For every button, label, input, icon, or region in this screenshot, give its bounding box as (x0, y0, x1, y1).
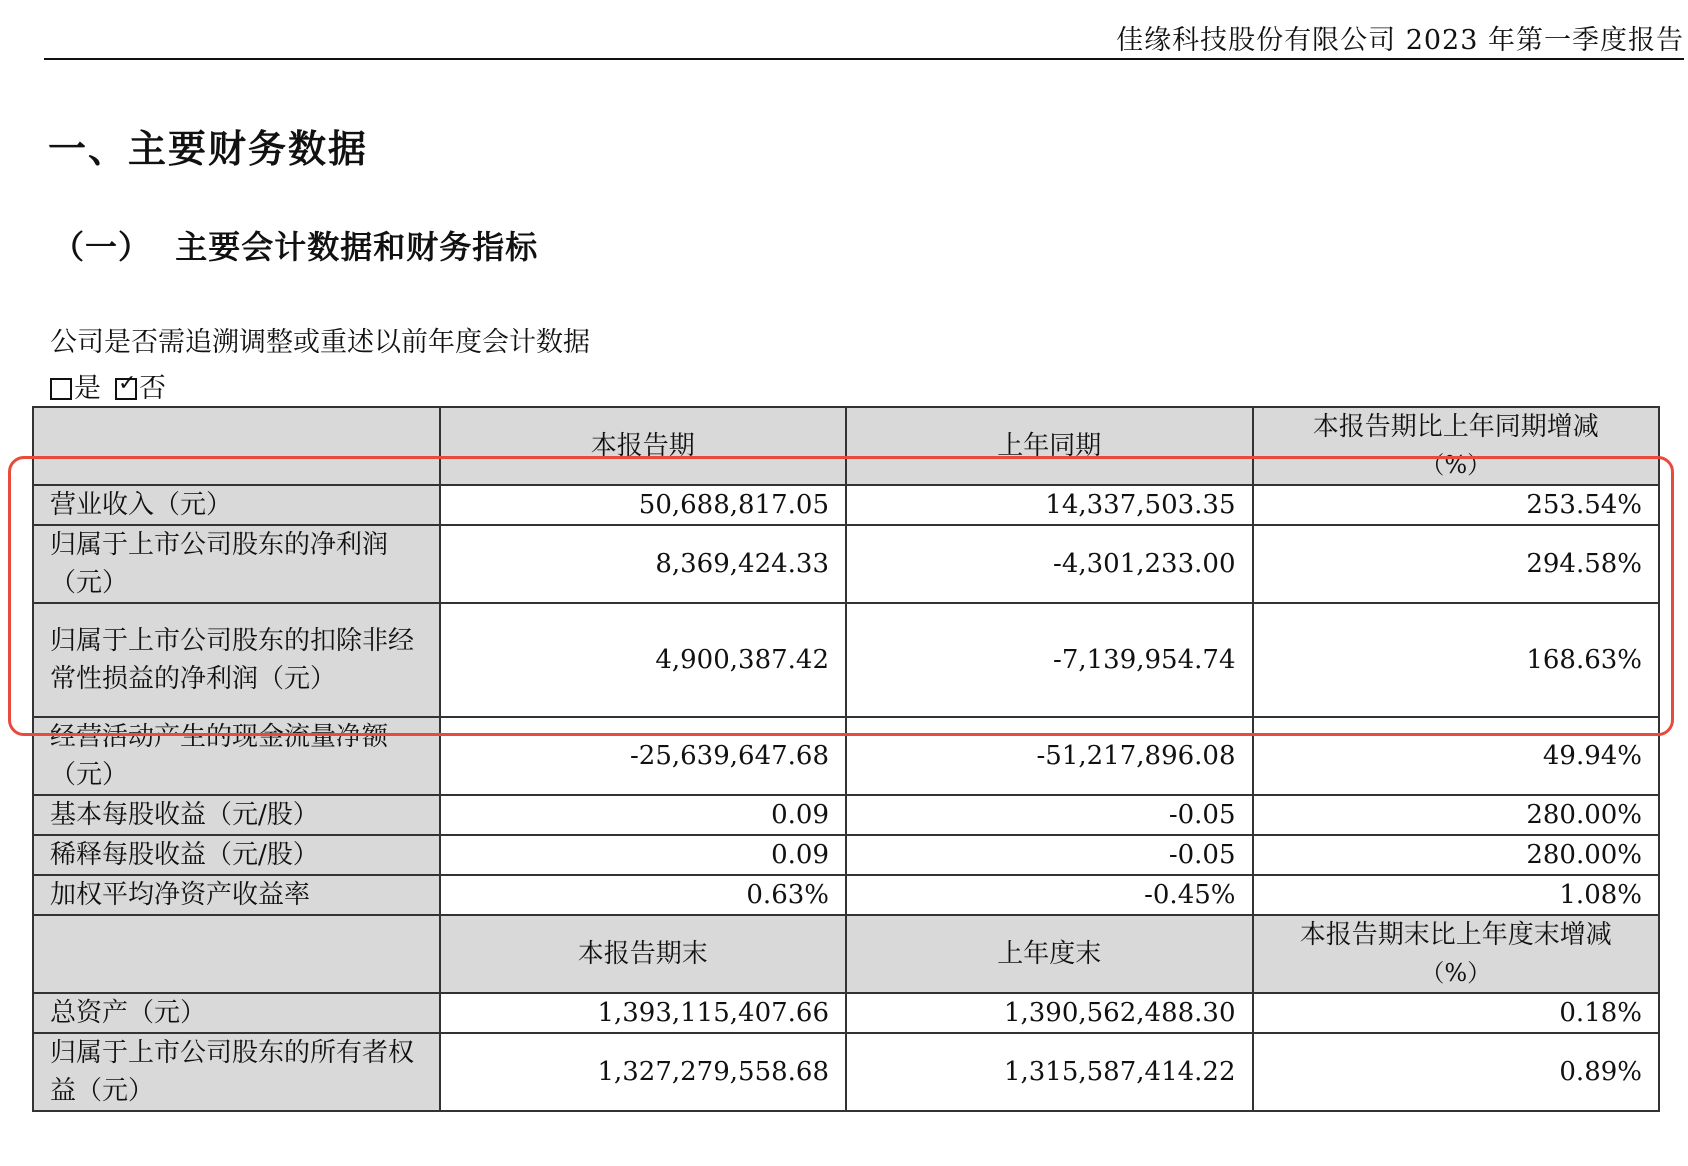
row-label: 稀释每股收益（元/股） (33, 835, 440, 875)
header-change-label: 本报告期比上年同期增减 (1312, 412, 1599, 442)
table-row (33, 993, 1659, 1033)
value-current: 0.63% (440, 875, 847, 915)
checkbox-checked-icon[interactable] (115, 378, 137, 400)
header-change-label: 本报告期末比上年度末增减 (1299, 920, 1612, 950)
value-current: 0.09 (440, 835, 847, 875)
header-period-end: 本报告期末 (440, 915, 847, 993)
value-change: 253.54% (1253, 485, 1660, 525)
option-no[interactable] (115, 366, 166, 405)
header-corner-cell (33, 407, 440, 485)
header-prior-period: 上年同期 (846, 407, 1253, 485)
header-prior-year-end: 上年度末 (846, 915, 1253, 993)
checkbox-unchecked-icon[interactable] (50, 378, 72, 400)
option-yes[interactable] (50, 366, 101, 405)
header-corner-cell (33, 915, 440, 993)
value-prior: -0.05 (846, 835, 1253, 875)
value-change: 49.94% (1253, 717, 1660, 795)
row-label: 营业收入（元） (33, 485, 440, 525)
row-label: 经营活动产生的现金流量净额（元） (33, 717, 440, 795)
table-row (33, 485, 1659, 525)
table-row (33, 795, 1659, 835)
value-current: 50,688,817.05 (440, 485, 847, 525)
value-change: 168.63% (1253, 603, 1660, 717)
page-header (44, 16, 1684, 60)
value-change: 294.58% (1253, 525, 1660, 603)
value-change: 0.89% (1253, 1033, 1660, 1111)
table-row (33, 1033, 1659, 1111)
value-current: -25,639,647.68 (440, 717, 847, 795)
value-change: 280.00% (1253, 795, 1660, 835)
table-row (33, 875, 1659, 915)
value-current: 0.09 (440, 795, 847, 835)
value-change: 1.08% (1253, 875, 1660, 915)
value-prior: 1,390,562,488.30 (846, 993, 1253, 1033)
value-prior: -0.45% (846, 875, 1253, 915)
value-prior: -0.05 (846, 795, 1253, 835)
header-change-unit: （%） (1420, 451, 1492, 479)
row-label: 基本每股收益（元/股） (33, 795, 440, 835)
report-title: 佳缘科技股份有限公司 2023 年第一季度报告 (1116, 25, 1684, 56)
table-subheader-row (33, 915, 1659, 993)
restatement-question: 公司是否需追溯调整或重述以前年度会计数据 (50, 327, 590, 358)
value-current: 1,393,115,407.66 (440, 993, 847, 1033)
value-prior: -51,217,896.08 (846, 717, 1253, 795)
row-label: 加权平均净资产收益率 (33, 875, 440, 915)
row-label: 归属于上市公司股东的扣除非经常性损益的净利润（元） (33, 603, 440, 717)
subsection-heading: （一） 主要会计数据和财务指标 (52, 228, 539, 266)
option-no-label: 否 (139, 373, 166, 404)
value-prior: 1,315,587,414.22 (846, 1033, 1253, 1111)
value-change: 0.18% (1253, 993, 1660, 1033)
row-label: 归属于上市公司股东的所有者权益（元） (33, 1033, 440, 1111)
value-prior: 14,337,503.35 (846, 485, 1253, 525)
header-change (1253, 407, 1660, 485)
value-current: 4,900,387.42 (440, 603, 847, 717)
table-row (33, 525, 1659, 603)
header-current-period: 本报告期 (440, 407, 847, 485)
value-prior: -7,139,954.74 (846, 603, 1253, 717)
value-change: 280.00% (1253, 835, 1660, 875)
value-prior: -4,301,233.00 (846, 525, 1253, 603)
table-row (33, 603, 1659, 717)
option-yes-label: 是 (74, 373, 101, 404)
row-label: 总资产（元） (33, 993, 440, 1033)
table-header-row (33, 407, 1659, 485)
restatement-options (50, 366, 166, 405)
value-current: 8,369,424.33 (440, 525, 847, 603)
value-current: 1,327,279,558.68 (440, 1033, 847, 1111)
financial-data-table (32, 406, 1660, 1112)
table-row (33, 835, 1659, 875)
table-row (33, 717, 1659, 795)
header-change-unit: （%） (1420, 959, 1492, 987)
row-label: 归属于上市公司股东的净利润（元） (33, 525, 440, 603)
section-heading: 一、主要财务数据 (48, 126, 369, 171)
header-change (1253, 915, 1660, 993)
